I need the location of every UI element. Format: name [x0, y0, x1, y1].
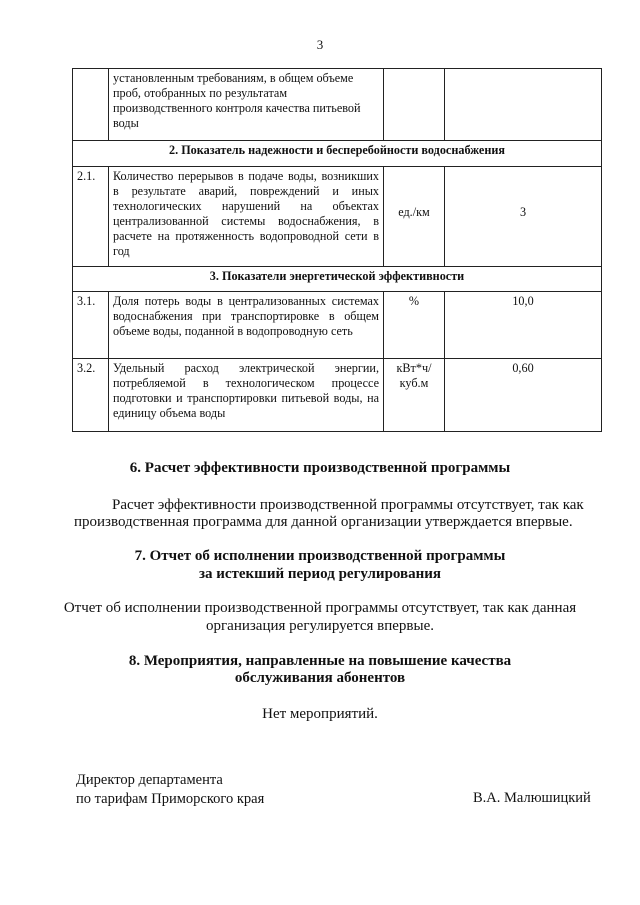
- section8-text: Нет мероприятий.: [262, 706, 378, 722]
- indicators-table: [72, 68, 602, 432]
- signature-position-line2: по тарифам Приморского края: [76, 791, 265, 807]
- row-unit-cell: [384, 69, 445, 141]
- row-description-cell: Количество перерывов в подаче воды, возникших в результате аварий, повреждений и иных технологических нарушений на объектах централизованной системы водоснабжения, в расчете на протяженность водопроводной сети в год: [109, 167, 384, 267]
- row-value-cell: 0,60: [445, 359, 602, 432]
- row-description-cell: Удельный расход электрической энергии, потребляемой в технологическом процессе подготовки и транспортировки питьевой воды, на единицу объема воды: [109, 359, 384, 432]
- section-row: [73, 141, 602, 167]
- row-description-cell: Доля потерь воды в централизованных системах водоснабжения при транспортировке в общем объеме воды, поданной в водопроводную сеть: [109, 292, 384, 359]
- row-number-cell: [73, 69, 109, 141]
- row-unit-cell: кВт*ч/ куб.м: [384, 359, 445, 432]
- row-unit-cell: ед./км: [384, 167, 445, 267]
- signature-position: [76, 771, 264, 809]
- table-row: [73, 69, 602, 141]
- table-row: [73, 167, 602, 267]
- signature-position-line1: Директор департамента: [76, 772, 223, 788]
- section6-heading: 6. Расчет эффективности производственной программы: [129, 460, 511, 476]
- section7-text-line1: Отчет об исполнении производственной программы отсутствует, так как данная: [63, 600, 577, 616]
- section6-text-line2: производственная программа для данной организации утверждается впервые.: [74, 514, 573, 530]
- section8-heading-line2: обслуживания абонентов: [234, 670, 406, 686]
- section-title-3: 3. Показатели энергетической эффективности: [73, 267, 602, 292]
- section6-text-line1: Расчет эффективности производственной программы отсутствует, так как: [112, 497, 584, 513]
- section8-heading-line1: 8. Мероприятия, направленные на повышение качества: [128, 653, 512, 669]
- row-number-cell: 3.2.: [73, 359, 109, 432]
- section7-heading-line2: за истекший период регулирования: [198, 566, 442, 582]
- section7-heading-line1: 7. Отчет об исполнении производственной программы: [134, 548, 506, 564]
- row-description-cell: установленным требованиям, в общем объеме проб, отобранных по результатам производственного контроля качества питьевой воды: [109, 69, 384, 141]
- row-number-cell: 3.1.: [73, 292, 109, 359]
- section7-text-line2: организация регулируется впервые.: [206, 618, 434, 634]
- row-unit-cell: %: [384, 292, 445, 359]
- row-number-cell: 2.1.: [73, 167, 109, 267]
- section-title-2: 2. Показатель надежности и бесперебойности водоснабжения: [73, 141, 602, 167]
- table-row: [73, 359, 602, 432]
- row-value-cell: [445, 69, 602, 141]
- row-value-cell: 3: [445, 167, 602, 267]
- page-number: 3: [316, 37, 324, 52]
- section-row: [73, 267, 602, 292]
- signature-name: В.А. Малюшицкий: [473, 790, 591, 806]
- row-value-cell: 10,0: [445, 292, 602, 359]
- table-row: [73, 292, 602, 359]
